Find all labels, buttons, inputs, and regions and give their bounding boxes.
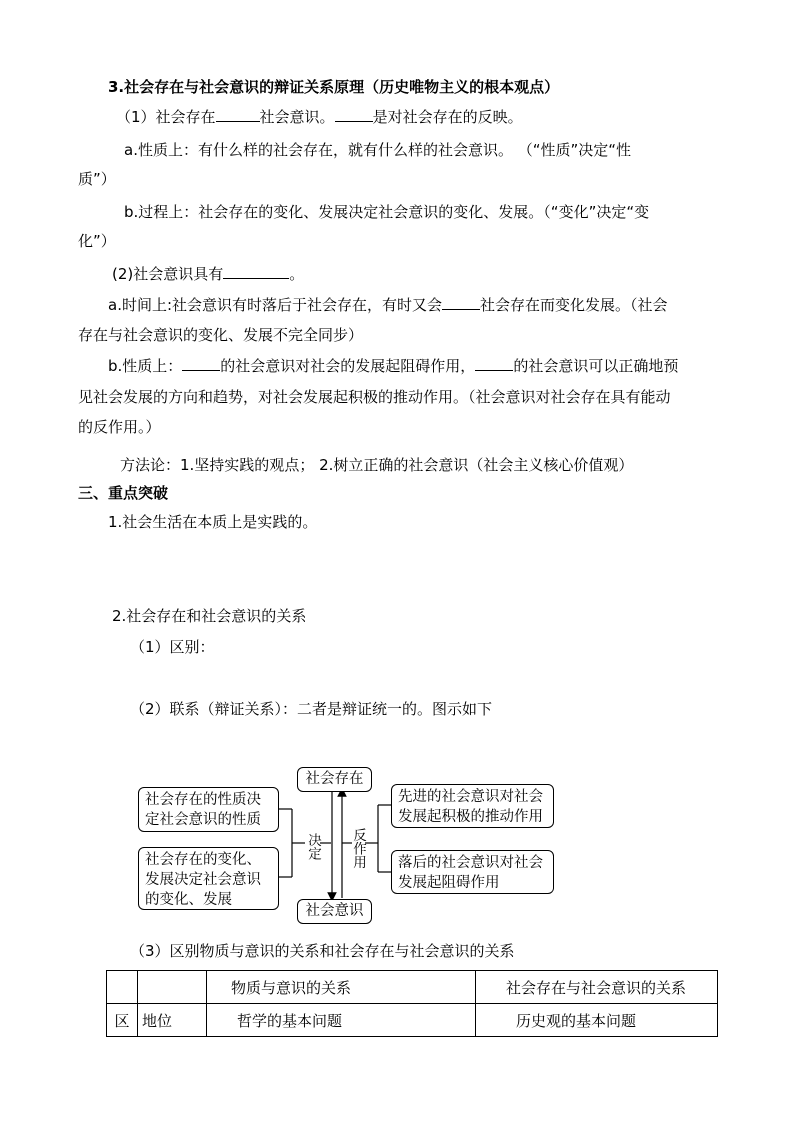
nature-line: a.性质上：有什么样的社会存在，就有什么样的社会意识。 （“性质”决定“性: [124, 141, 632, 159]
point-2-b: 。: [289, 265, 305, 283]
nature-effect-b: 的社会意识对社会的发展起阻碍作用，: [220, 357, 476, 375]
table-cell: [138, 971, 207, 1004]
key-point-2: 2.社会存在和社会意识的关系: [112, 607, 307, 625]
table-cell: 历史观的基本问题: [476, 1004, 718, 1037]
key-point-2-3: （3）区别物质与意识的关系和社会存在与社会意识的关系: [130, 942, 515, 960]
nature-effect-c: 的社会意识可以正确地预: [513, 357, 679, 375]
methodology: 方法论：1.坚持实践的观点； 2.树立正确的社会意识（社会主义核心价值观）: [120, 456, 634, 474]
table-cell: 地位: [138, 1004, 207, 1037]
decide-label: 决定: [305, 832, 321, 860]
table-cell: 区: [107, 1004, 138, 1037]
right-box-advanced: 先进的社会意识对社会发展起积极的推动作用: [391, 784, 554, 828]
nature-effect-a: b.性质上：: [108, 357, 183, 375]
time-line-b: 社会存在而变化发展。（社会: [480, 296, 668, 314]
time-line-2: 存在与社会意识的变化、发展不完全同步）: [78, 326, 364, 344]
point-2-a: (2)社会意识具有: [112, 265, 224, 283]
time-line-a: a.时间上:社会意识有时落后于社会存在，有时又会: [108, 296, 443, 314]
comparison-table: [106, 970, 718, 1037]
react-label: 反作用: [350, 827, 366, 869]
key-points-heading: 三、重点突破: [78, 484, 169, 502]
section-title: 3.社会存在与社会意识的辩证关系原理（历史唯物主义的根本观点）: [108, 78, 560, 96]
table-row: [107, 1004, 718, 1037]
point-1-c: 是对社会存在的反映。: [372, 108, 523, 126]
process-line-2: 化”）: [78, 232, 116, 250]
table-header: 物质与意识的关系: [207, 971, 476, 1004]
key-point-2-1: （1）区别：: [130, 638, 215, 656]
table-cell: 哲学的基本问题: [207, 1004, 476, 1037]
right-box-backward: 落后的社会意识对社会发展起阻碍作用: [391, 850, 554, 894]
key-point-2-2: （2）联系（辩证关系）：二者是辩证统一的。图示如下: [130, 700, 493, 718]
process-line: b.过程上：社会存在的变化、发展决定社会意识的变化、发展。（“变化”决定“变: [124, 203, 650, 221]
point-1-b: 社会意识。: [259, 108, 335, 126]
nature-effect-line-3: 的反作用。）: [78, 418, 161, 436]
point-1-a: （1）社会存在: [116, 108, 216, 126]
left-box-change: 社会存在的变化、发展决定社会意识的变化、发展: [138, 847, 279, 910]
table-header-row: [107, 971, 718, 1004]
key-point-1: 1.社会生活在本质上是实践的。: [108, 513, 318, 531]
table-cell: [107, 971, 138, 1004]
left-box-nature: 社会存在的性质决定社会意识的性质: [138, 787, 279, 832]
social-consciousness-box: 社会意识: [297, 899, 372, 924]
table-header: 社会存在与社会意识的关系: [476, 971, 718, 1004]
social-existence-box: 社会存在: [297, 767, 372, 792]
nature-line-2: 质”）: [78, 170, 116, 188]
nature-effect-line-2: 见社会发展的方向和趋势，对社会发展起积极的推动作用。（社会意识对社会存在具有能动: [78, 388, 671, 406]
